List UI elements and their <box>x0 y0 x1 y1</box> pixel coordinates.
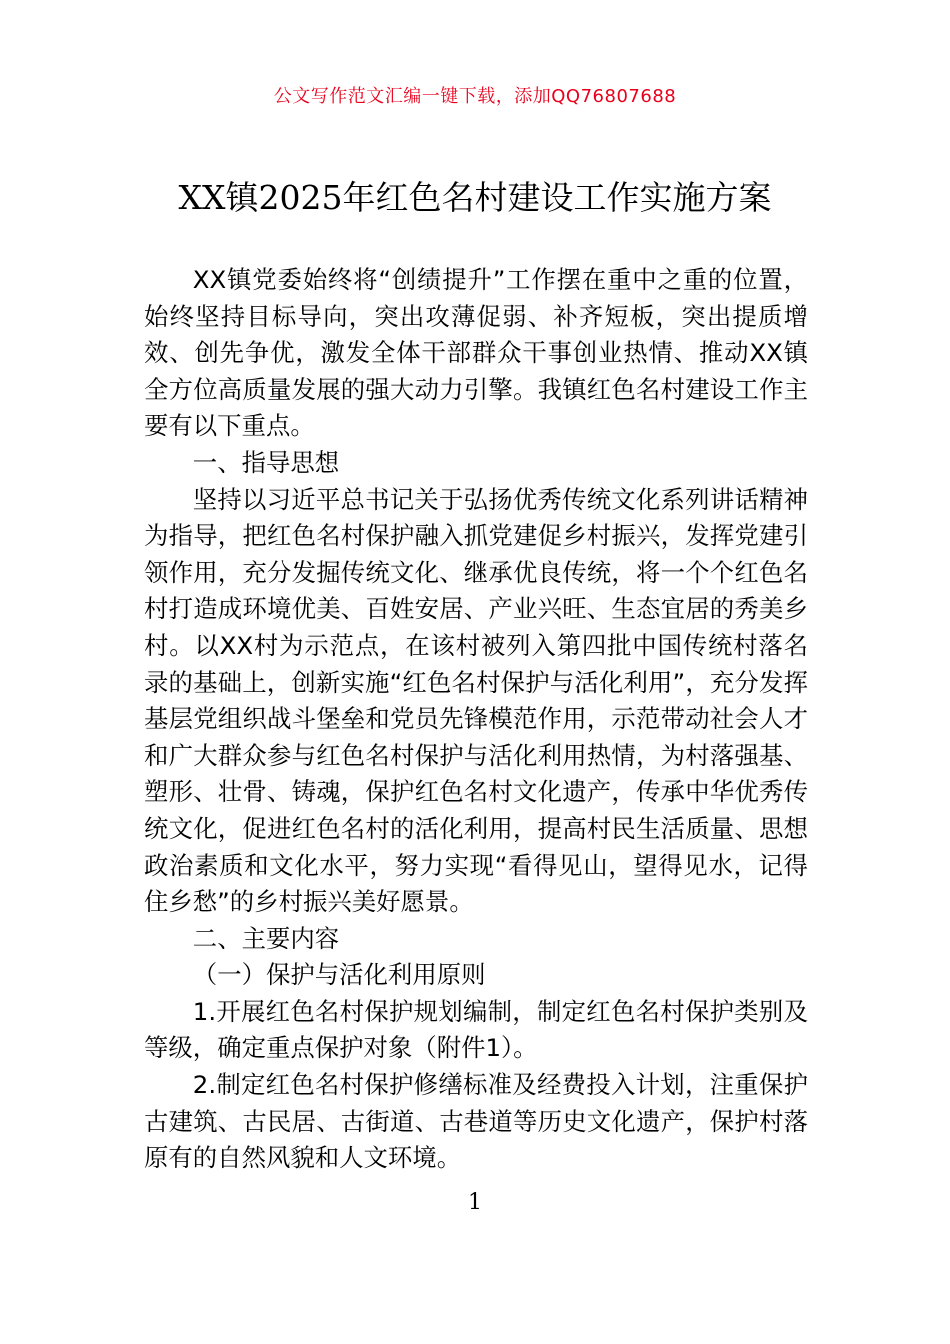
section-heading-guiding-thought: 一、指导思想 <box>192 447 340 477</box>
document-title: XX镇2025年红色名村建设工作实施方案 <box>178 178 772 217</box>
section-heading-main-content: 二、主要内容 <box>192 923 340 953</box>
guiding-thought-paragraph: 坚持以习近平总书记关于弘扬优秀传统文化系列讲话精神为指导，把红色名村保护融入抓党建促乡村振兴，发挥党建引领作用，充分发掘传统文化、继承优良传统，将一个个红色名村打造成环境优美、百姓安居、产业兴旺、生态宜居的秀美乡村。以XX村为示范点，在该村被列入第四批中国传统村落名录的基础上，创新实施“红色名村保护与活化利用”，充分发挥基层党组织战斗堡垒和党员先锋模范作用，示范带动社会人才和广大群众参与红色名村保护与活化利用热情，为村落强基、塑形、壮骨、铸魂，保护红色名村文化遗产，传承中华优秀传统文化，促进红色名村的活化利用，提高村民生活质量、思想政治素质和文化水平，努力实现“看得见山，望得见水，记得住乡愁”的乡村振兴美好愿景。 <box>144 484 808 917</box>
page-number: 1 <box>468 1190 482 1215</box>
principle-item-1: 1.开展红色名村保护规划编制，制定红色名村保护类别及等级，确定重点保护对象（附件1）。 <box>144 996 808 1063</box>
document-body <box>144 262 808 1177</box>
principle-item-2: 2.制定红色名村保护修缮标准及经费投入计划，注重保护古建筑、古民居、古街道、古巷道等历史文化遗产，保护村落原有的自然风貌和人文环境。 <box>144 1070 808 1173</box>
download-notice: 公文写作范文汇编一键下载，添加QQ76807688 <box>273 86 677 107</box>
intro-paragraph: XX镇党委始终将“创绩提升”工作摆在重中之重的位置，始终坚持目标导向，突出攻薄促弱、补齐短板，突出提质增效、创先争优，激发全体干部群众干事创业热情、推动XX镇全方位高质量发展的强大动力引擎。我镇红色名村建设工作主要有以下重点。 <box>144 265 808 441</box>
subsection-heading-principles: （一）保护与活化利用原则 <box>192 960 486 990</box>
